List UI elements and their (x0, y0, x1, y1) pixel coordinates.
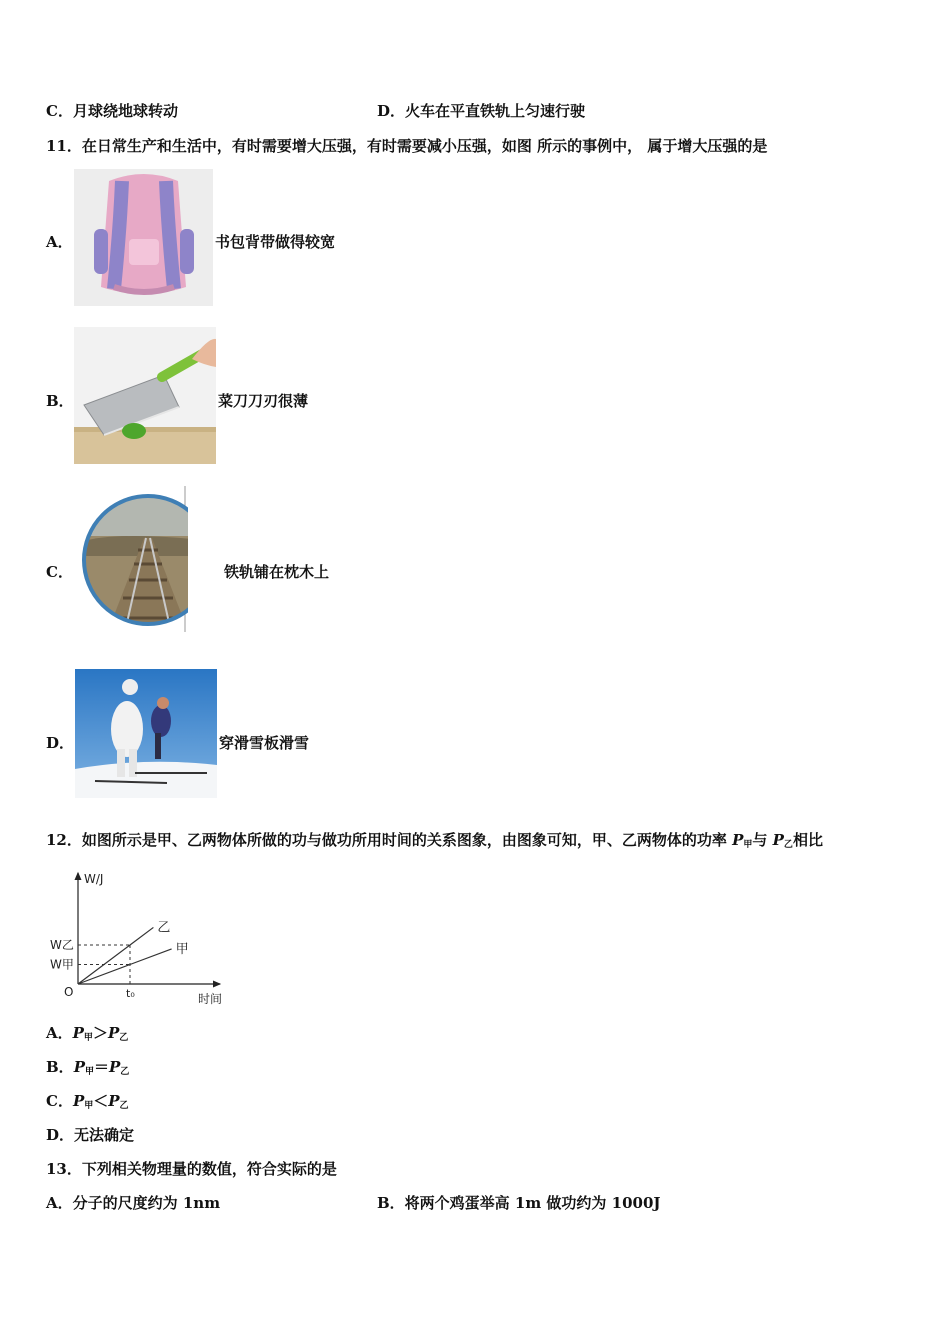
q11-option-b-text: 菜刀刀刃很薄 (218, 392, 309, 410)
x-axis-label: 时间 (198, 992, 223, 1006)
q12-option-b-op: ＝ (93, 1058, 109, 1076)
cleaver-photo (74, 327, 216, 464)
q10-option-c: C．月球绕地球转动 (46, 102, 178, 120)
sub-jia: 甲 (83, 1033, 93, 1043)
q12-option-c-letter: C． (46, 1092, 73, 1110)
q13-stem: 13．下列相关物理量的数值，符合实际的是 (46, 1160, 337, 1178)
q12-option-c (46, 1091, 129, 1116)
q11-stem: 11．在日常生产和生活中，有时需要增大压强，有时需要减小压强，如图 所示的事例中， 属于增大压强的是 (46, 137, 768, 155)
y-axis-label: W/J (84, 872, 104, 886)
origin-label: O (64, 985, 74, 999)
sub-yi: 乙 (119, 1033, 129, 1043)
q12-stem-pre: 12．如图所示是甲、乙两物体所做的功与做功所用时间的关系图象，由图象可知，甲、乙两物体的功率 (46, 831, 733, 849)
q11-option-c-text: 铁轨铺在枕木上 (224, 563, 330, 581)
p-symbol: P (108, 1092, 120, 1110)
backpack-photo (74, 169, 213, 306)
q11-option-a-letter: A． (46, 233, 73, 251)
q13-option-a: A．分子的尺度约为 1nm (46, 1194, 221, 1212)
sub-jia: 甲 (743, 840, 753, 850)
work-time-chart (44, 865, 244, 1010)
q12-stem-mid: 与 (752, 831, 773, 849)
q12-stem-post: 相比 (792, 831, 823, 849)
q10-option-d: D．火车在平直铁轨上匀速行驶 (377, 102, 586, 120)
q11-option-d-text: 穿滑雪板滑雪 (219, 734, 310, 752)
sub-yi: 乙 (783, 840, 793, 850)
p-symbol: P (109, 1058, 121, 1076)
sub-jia: 甲 (84, 1067, 94, 1077)
p-symbol: P (772, 831, 784, 849)
q12-option-b (46, 1057, 129, 1082)
q11-option-c-letter: C． (46, 563, 73, 581)
p-symbol: P (72, 1092, 85, 1110)
p-symbol: P (72, 1024, 84, 1042)
sub-jia: 甲 (84, 1101, 94, 1111)
p-symbol: P (732, 831, 744, 849)
q12-option-b-letter: B． (46, 1058, 74, 1076)
series-label-jia: 甲 (175, 941, 189, 957)
sub-yi: 乙 (120, 1067, 130, 1077)
series-line-yi (78, 927, 153, 984)
railway-photo (80, 486, 188, 632)
p-symbol: P (107, 1024, 120, 1042)
series-line-jia (78, 949, 172, 984)
q12-option-c-op: ＜ (93, 1092, 109, 1110)
sub-yi: 乙 (119, 1101, 129, 1111)
series-label-yi: 乙 (157, 920, 171, 936)
q12-stem (46, 830, 823, 855)
p-symbol: P (73, 1058, 85, 1076)
q11-option-d-letter: D． (46, 734, 75, 752)
tick-label-w-jia: W甲 (50, 957, 74, 972)
q12-option-a (46, 1023, 128, 1048)
q11-option-b-letter: B． (46, 392, 74, 410)
q12-option-a-op: ＞ (92, 1024, 108, 1042)
tick-label-w-yi: W乙 (50, 938, 74, 952)
tick-label-t0: t₀ (126, 987, 135, 1000)
q12-option-d: D．无法确定 (46, 1126, 135, 1144)
q12-option-a-letter: A． (46, 1024, 73, 1042)
q13-option-b: B．将两个鸡蛋举高 1m 做功约为 1000J (377, 1194, 661, 1212)
skiing-photo (75, 669, 217, 798)
q11-option-a-text: 书包背带做得较宽 (215, 233, 336, 251)
